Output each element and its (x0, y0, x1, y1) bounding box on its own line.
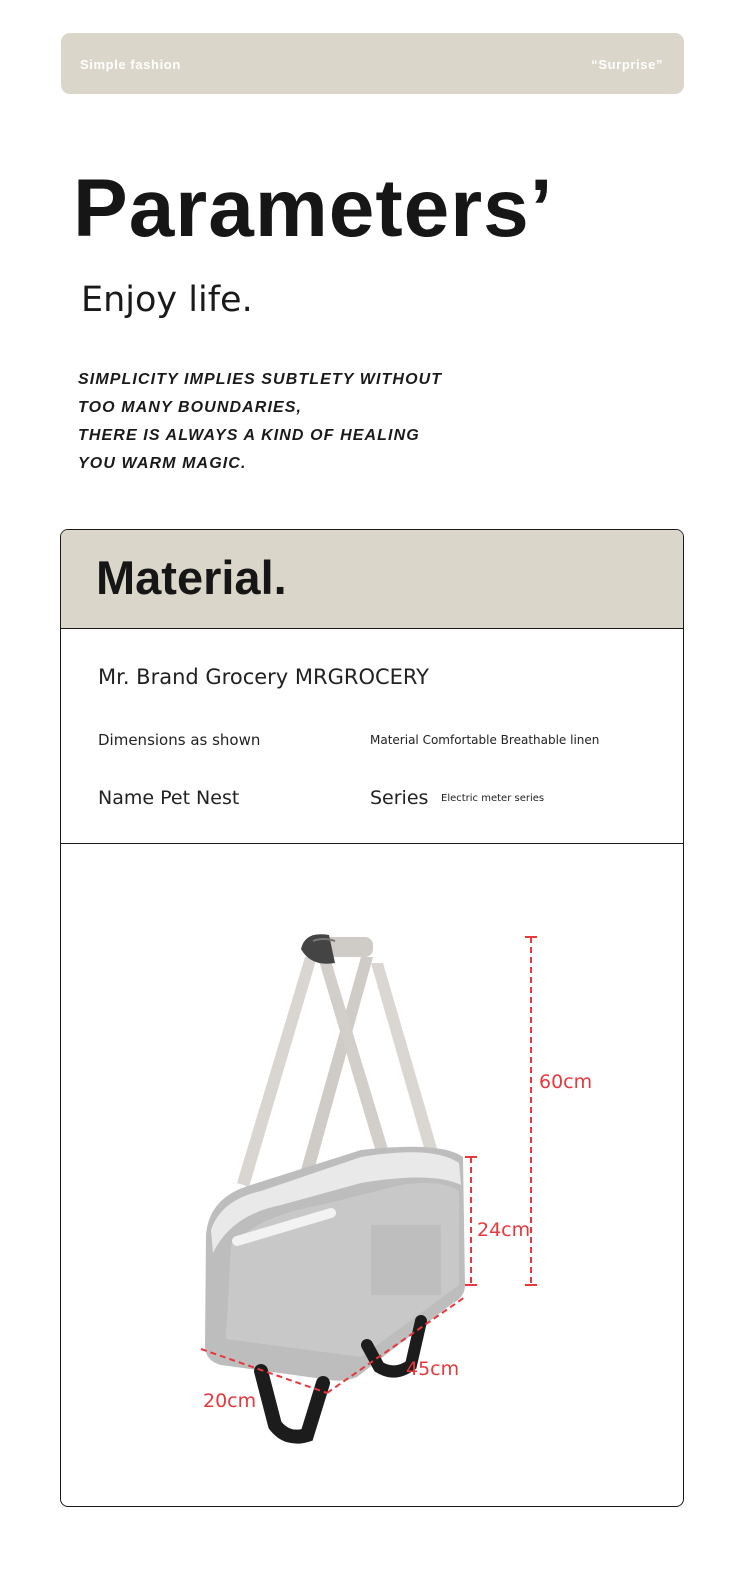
slogan-line: SIMPLICITY IMPLIES SUBTLETY WITHOUT (78, 371, 443, 388)
material-text: Material Comfortable Breathable linen (370, 733, 600, 747)
product-photo (61, 845, 683, 1505)
banner-right-text: “Surprise” (591, 57, 663, 72)
top-banner (61, 33, 684, 94)
dimensions-text: Dimensions as shown (98, 731, 261, 749)
slogan-line: THERE IS ALWAYS A KIND OF HEALING (78, 427, 420, 444)
banner-left-text: Simple fashion (80, 57, 181, 72)
dim-width-label: 20cm (203, 1390, 257, 1412)
name-text: Name Pet Nest (98, 787, 240, 809)
brand-text: Mr. Brand Grocery MRGROCERY (98, 665, 430, 689)
dim-length-label: 45cm (406, 1358, 460, 1380)
pet-carrier-bag-illustration (61, 845, 683, 1505)
slogan-block (78, 366, 442, 478)
material-info (61, 629, 683, 844)
slogan-line: YOU WARM MAGIC. (78, 455, 247, 472)
page-title: Parameters’ (73, 163, 554, 254)
dim-height-label: 60cm (539, 1071, 593, 1093)
page-subtitle: Enjoy life. (81, 280, 253, 320)
material-card (60, 529, 684, 1507)
series-value: Electric meter series (441, 793, 545, 804)
slogan-line: TOO MANY BOUNDARIES, (78, 399, 303, 416)
series-label: Series (370, 787, 429, 809)
dim-depth-label: 24cm (477, 1219, 531, 1241)
material-header (61, 530, 683, 629)
material-heading: Material. (96, 551, 287, 604)
